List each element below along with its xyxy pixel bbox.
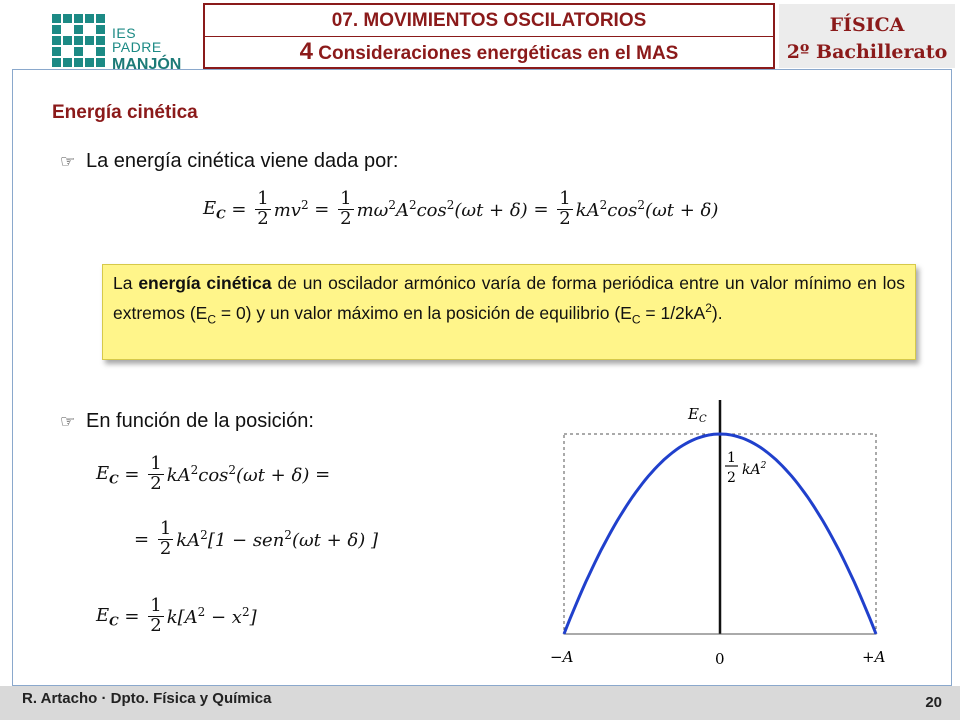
svg-text:2: 2: [727, 470, 736, 486]
tick-label-zero: 0: [715, 650, 725, 668]
svg-text:1: 1: [727, 450, 736, 466]
svg-text:kA2: $kA^2$: [742, 461, 767, 478]
bullet-text: En función de la posición:: [86, 410, 314, 432]
title-box: [203, 3, 775, 69]
course-label: 2º Bachillerato: [786, 41, 948, 63]
pointing-hand-icon: ☞: [60, 152, 76, 172]
logo-line2: MANJÓN: [112, 56, 182, 73]
footer-author: R. Artacho · Dpto. Física y Química: [22, 690, 272, 707]
pointing-hand-icon: ☞: [60, 412, 76, 432]
page-heading: Energía cinética: [52, 102, 198, 123]
section-title-bar: [205, 37, 773, 67]
bullet-item: [60, 150, 398, 173]
section-title-text: Consideraciones energéticas en el MAS: [318, 43, 679, 64]
position-equation-line2: = $\frac{1}{2}$ $kA^2[1 - sen^2(\omega t + \delta)$ ]: [134, 518, 378, 559]
bullet-text: La energía cinética viene dada por:: [86, 150, 399, 172]
logo-grid-icon: [52, 14, 106, 68]
logo-line1: IES PADRE: [112, 25, 162, 55]
subject-label: FÍSICA: [829, 14, 905, 36]
bullet-item: [60, 410, 314, 433]
footer-bar: [0, 686, 960, 720]
tick-label-plus-a: +A: [862, 648, 886, 666]
page-number: 20: [925, 694, 942, 711]
position-equation-line1: $E_C$ = $\frac{1}{2}$ $kA^2\cos^2(\omega t + \delta)$ =: [96, 453, 331, 494]
position-equation-result: $E_C$ = $\frac{1}{2}$ $k[A^2 - x^2]$: [96, 595, 257, 636]
callout-text: La energía cinética de un oscilador armónico varía de forma periódica entre un valor mínimo en los extremos $(E_C = 0)$ y un valor máximo en la posición de equilibrio $(E_C = 1/2kA^2)$.: [113, 273, 905, 327]
y-axis-label: $E_C$: [688, 405, 707, 425]
subject-badge: [779, 4, 955, 68]
school-logo: [14, 10, 190, 73]
peak-label: [725, 450, 767, 486]
highlight-callout: [102, 264, 916, 360]
unit-title: 07. MOVIMIENTOS OSCILATORIOS: [205, 5, 773, 37]
kinetic-energy-equation: $E_C$ = $\frac{1}{2}$ $mv^2$ = $\frac{1}{2}$ $m\omega^2A^2\cos^2(\omega t + \delta)$ = $\frac{1}{2}$ $kA^2\cos^2(\omega t + \delta)$: [203, 188, 719, 229]
section-number: 4: [299, 38, 313, 65]
kinetic-energy-chart: [540, 392, 920, 682]
tick-label-minus-a: −A: [550, 648, 574, 666]
